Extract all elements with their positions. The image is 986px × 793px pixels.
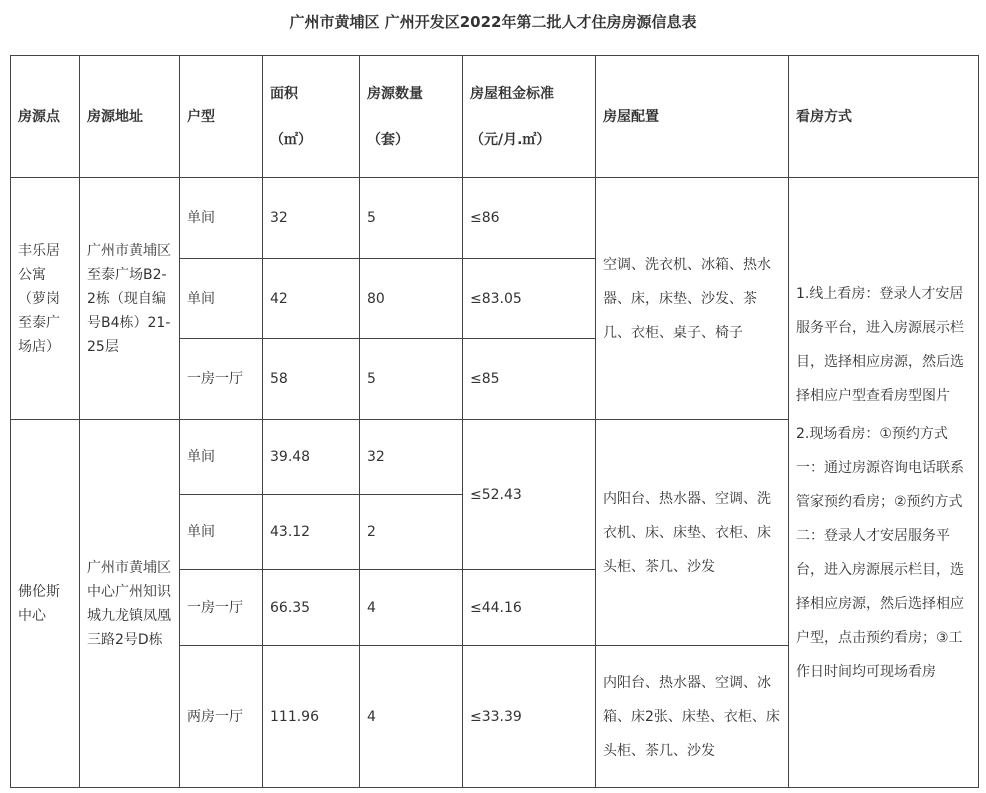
count-cell: 4 bbox=[360, 570, 463, 646]
page-title: 广州市黄埔区 广州开发区2022年第二批人才住房房源信息表 bbox=[289, 13, 697, 31]
type-cell: 单间 bbox=[180, 420, 263, 495]
type-cell: 两房一厅 bbox=[180, 646, 263, 788]
address-cell: 广州市黄埔区至泰广场B2-2栋（现自编号B4栋）21-25层 bbox=[80, 178, 180, 420]
rent-cell: ≤44.16 bbox=[463, 570, 596, 646]
header-rent-unit: （元/月.㎡） bbox=[470, 131, 551, 148]
header-rent-label: 房屋租金标准 bbox=[470, 85, 554, 102]
count-cell: 5 bbox=[360, 178, 463, 259]
header-area bbox=[263, 56, 360, 178]
config-cell: 空调、洗衣机、冰箱、热水器、床，床垫、沙发、茶几、衣柜、桌子、椅子 bbox=[596, 178, 789, 420]
header-area-unit: （㎡） bbox=[270, 131, 312, 148]
config-cell: 内阳台、热水器、空调、洗衣机、床、床垫、衣柜、床头柜、茶几、沙发 bbox=[596, 420, 789, 646]
count-cell: 80 bbox=[360, 259, 463, 339]
header-rent bbox=[463, 56, 596, 178]
header-site: 房源点 bbox=[11, 56, 80, 178]
header-row bbox=[11, 56, 979, 178]
housing-table bbox=[10, 55, 979, 788]
header-count-unit: （套） bbox=[367, 131, 409, 148]
viewing-online: 1.线上看房：登录人才安居服务平台，进入房源展示栏目，选择相应房源，然后选择相应户型查看房型图片 bbox=[796, 285, 964, 404]
area-cell: 42 bbox=[263, 259, 360, 339]
count-cell: 4 bbox=[360, 646, 463, 788]
site-cell: 丰乐居公寓（萝岗至泰广场店） bbox=[11, 178, 80, 420]
count-cell: 5 bbox=[360, 339, 463, 420]
rent-cell: ≤52.43 bbox=[463, 420, 596, 570]
area-cell: 58 bbox=[263, 339, 360, 420]
count-cell: 32 bbox=[360, 420, 463, 495]
type-cell: 一房一厅 bbox=[180, 570, 263, 646]
type-cell: 单间 bbox=[180, 259, 263, 339]
area-cell: 43.12 bbox=[263, 495, 360, 570]
viewing-cell bbox=[789, 178, 979, 788]
type-cell: 一房一厅 bbox=[180, 339, 263, 420]
count-cell: 2 bbox=[360, 495, 463, 570]
rent-cell: ≤83.05 bbox=[463, 259, 596, 339]
address-cell: 广州市黄埔区中心广州知识城九龙镇凤凰三路2号D栋 bbox=[80, 420, 180, 788]
type-cell: 单间 bbox=[180, 495, 263, 570]
type-cell: 单间 bbox=[180, 178, 263, 259]
header-area-label: 面积 bbox=[270, 85, 298, 102]
table-row bbox=[11, 178, 979, 259]
config-cell: 内阳台、热水器、空调、冰箱、床2张、床垫、衣柜、床头柜、茶几、沙发 bbox=[596, 646, 789, 788]
rent-cell: ≤33.39 bbox=[463, 646, 596, 788]
header-viewing: 看房方式 bbox=[789, 56, 979, 178]
area-cell: 66.35 bbox=[263, 570, 360, 646]
viewing-onsite: 2.现场看房：①预约方式一：通过房源咨询电话联系管家预约看房；②预约方式二：登录人才安居服务平台，进入房源展示栏目，选择相应房源，然后选择相应户型，点击预约看房；③工作日时间均可现场看房 bbox=[796, 425, 964, 680]
area-cell: 39.48 bbox=[263, 420, 360, 495]
rent-cell: ≤86 bbox=[463, 178, 596, 259]
rent-cell: ≤85 bbox=[463, 339, 596, 420]
site-cell: 佛伦斯中心 bbox=[11, 420, 80, 788]
header-config: 房屋配置 bbox=[596, 56, 789, 178]
header-count-label: 房源数量 bbox=[367, 85, 423, 102]
area-cell: 111.96 bbox=[263, 646, 360, 788]
header-address: 房源地址 bbox=[80, 56, 180, 178]
header-type: 户型 bbox=[180, 56, 263, 178]
header-count bbox=[360, 56, 463, 178]
area-cell: 32 bbox=[263, 178, 360, 259]
